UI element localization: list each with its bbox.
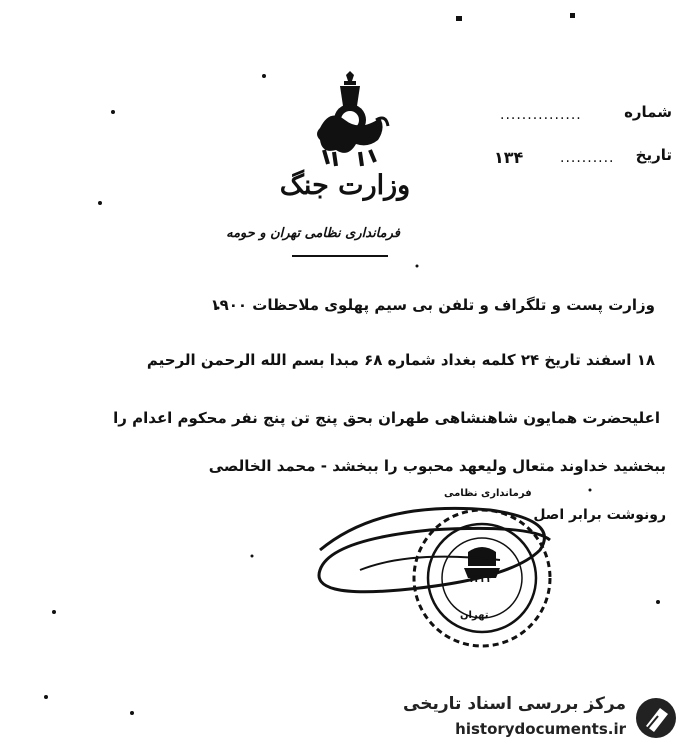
number-label: شماره xyxy=(624,103,672,121)
archive-name: مرکز بررسی اسناد تاریخی xyxy=(403,694,626,714)
ministry-title: وزارت جنگ xyxy=(279,170,411,201)
date-label: تاریخ xyxy=(635,146,672,164)
seal-bottom-text: تهران xyxy=(460,610,489,621)
date-dots: .......... xyxy=(560,150,615,166)
copy-note: رونوشت برابر اصل xyxy=(533,507,666,523)
number-dots: ............... xyxy=(500,107,582,123)
lion-and-sun-emblem-icon xyxy=(310,70,390,170)
body-line-2: ۱۸ اسفند تاریخ ۲۴ کلمه بغداد شماره ۶۸ مبدا بسم الله الرحمن الرحیم xyxy=(146,351,655,369)
handwritten-signature xyxy=(300,500,570,600)
seal-top-text: فرمانداری نظامی xyxy=(444,488,532,499)
archive-logo-icon xyxy=(634,696,678,740)
body-line-4: ببخشید خداوند متعال ولیعهد محبوب را ببخشد - محمد الخالصی xyxy=(208,457,666,475)
seal-year: ۱۳۳۲ xyxy=(468,574,493,585)
subtitle-underline xyxy=(292,255,388,257)
office-subtitle: فرمانداری نظامی تهران و حومه xyxy=(226,226,400,241)
body-line-3: اعلیحضرت همایون شاهنشاهی طهران بحق پنج تن پنج نفر محکوم اعدام را xyxy=(113,409,660,427)
archive-url[interactable]: historydocuments.ir xyxy=(455,720,626,738)
archive-footer xyxy=(403,690,690,746)
body-line-1: وزارت پست و تلگراف و تلفن بی سیم پهلوی ملاحظات ۱۹۰۰ xyxy=(210,296,655,314)
date-year: ۱۳۴ xyxy=(494,148,524,167)
